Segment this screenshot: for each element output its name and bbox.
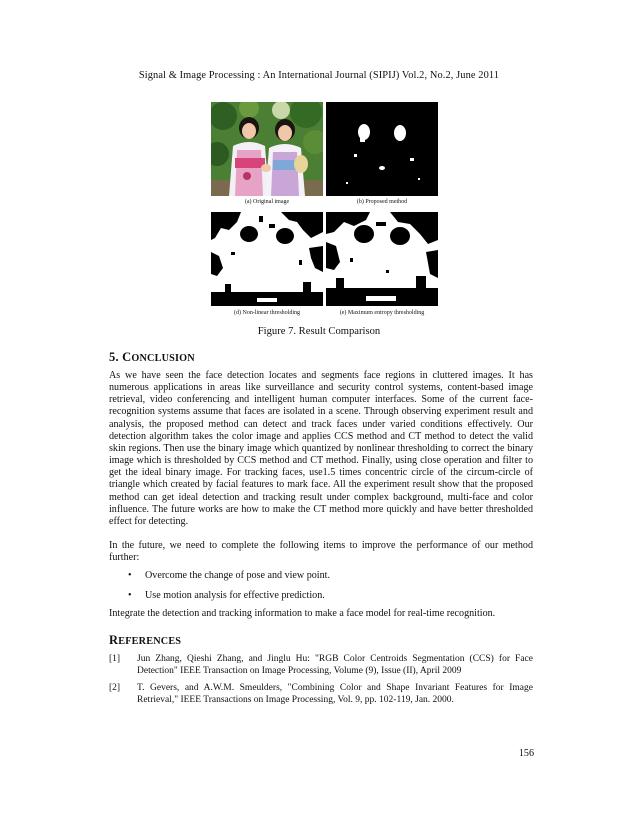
panel-e-caption: (e) Maximum entropy thresholding bbox=[339, 310, 425, 316]
max-entropy-threshold-panel bbox=[326, 212, 438, 306]
reference-number: [2] bbox=[109, 683, 121, 693]
reference-number: [1] bbox=[109, 654, 121, 664]
panel-b-caption: (b) Proposed method bbox=[356, 199, 408, 205]
figure-caption: Figure 7. Result Comparison bbox=[257, 326, 381, 337]
section-title-references bbox=[109, 633, 181, 648]
list-item bbox=[128, 590, 528, 602]
section-title-initial: C bbox=[122, 350, 132, 364]
reference-item bbox=[109, 683, 533, 706]
nonlinear-threshold-panel bbox=[211, 212, 323, 306]
page-number: 156 bbox=[518, 748, 534, 759]
figure-7 bbox=[208, 102, 438, 324]
max-entropy-binary-image bbox=[326, 212, 438, 306]
bullet-icon: • bbox=[128, 570, 132, 581]
list-item-text: Use motion analysis for effective prediction. bbox=[145, 590, 325, 601]
reference-item bbox=[109, 654, 533, 677]
section-title-conclusion bbox=[109, 350, 195, 365]
reference-text: Jun Zhang, Qieshi Zhang, and Jinglu Hu: "RGB Color Centroids Segmentation (CCS) for Face Detection" IEEE Transaction on Image Processing, Volume (9), Issue (II), April 2009 bbox=[137, 654, 533, 676]
section-number: 5. bbox=[109, 350, 123, 364]
bullet-icon: • bbox=[128, 590, 132, 601]
original-photo bbox=[211, 102, 323, 196]
section-title-initial: R bbox=[109, 633, 119, 647]
list-item-text: Overcome the change of pose and view point. bbox=[145, 570, 330, 581]
section-title-rest: EFERENCES bbox=[118, 636, 182, 647]
proposed-binary-image bbox=[326, 102, 438, 196]
future-work-list bbox=[128, 570, 528, 610]
panel-d-caption: (d) Non-linear thresholding bbox=[234, 310, 300, 316]
conclusion-paragraph-3: Integrate the detection and tracking information to make a face model for real-time recognition. bbox=[109, 608, 496, 619]
conclusion-paragraph-2: In the future, we need to complete the following items to improve the performance of our method further: bbox=[109, 540, 533, 564]
conclusion-paragraph-1: As we have seen the face detection locates and segments face regions in cluttered images. It has numerous applications in areas like surveillance and security control systems, content-based image retrieval, video conferencing and intelligent human computer interfaces. Some of the current face-recognition systems assume that faces are isolated in a scene. Through observing experiment result and analysis, the proposed method can detect and track faces under varied conditions effectively. Our detection algorithm takes the color image and applies CCS method and CT method to detect the valid skin regions. Then use the binary image which quantized by nonlinear thresholding to correct the binary image which is thresholded by CCS method and CT method. Finally, using close operation and filter to get the ideal binary image. For tracking faces, use1.5 times concentric circle of the circum-circle of triangle which created by facial features to mark face. All the experiment result show that the proposed method can get ideal detection and tracking result under complex background, multi-face and color influence. The future works are how to make the CT method more quickly and have better thresholded effect for detecting. bbox=[109, 370, 533, 527]
running-header: Signal & Image Processing : An International Journal (SIPIJ) Vol.2, No.2, June 2011 bbox=[138, 70, 500, 81]
reference-text: T. Gevers, and A.W.M. Smeulders, "Combining Color and Shape Invariant Features for Image Retrieval," IEEE Transactions on Image Processing, Vol. 9, pp. 102-119, Jan. 2000. bbox=[137, 683, 533, 705]
original-image-panel bbox=[211, 102, 323, 196]
nonlinear-binary-image bbox=[211, 212, 323, 306]
proposed-method-panel bbox=[326, 102, 438, 196]
section-title-rest: ONCLUSION bbox=[131, 353, 195, 364]
list-item bbox=[128, 570, 528, 582]
panel-a-caption: (a) Original image bbox=[244, 199, 290, 205]
